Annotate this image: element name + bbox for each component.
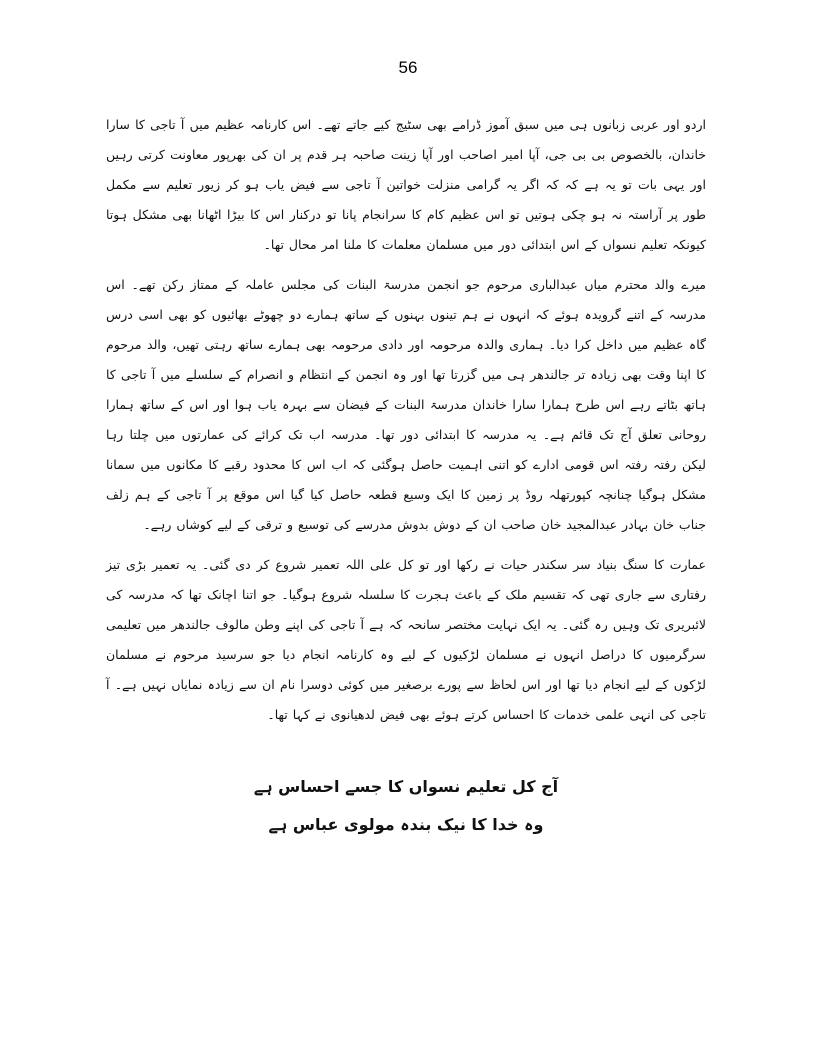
body-text <box>106 110 706 740</box>
poem-line-2: وہ خدا کا نیک بندہ مولوی عباس ہے <box>268 815 544 834</box>
poem-line-1: آج کل تعلیم نسواں کا جسے احساس ہے <box>253 777 559 796</box>
page-number: 56 <box>398 58 418 77</box>
paragraph-3: عمارت کا سنگ بنیاد سر سکندر حیات نے رکھا اور تو کل علی اللہ تعمیر شروع کر دی گئی۔ یہ تعمیر بڑی تیز رفتاری سے جاری تھی کہ تقسیم ملک کے باعث ہجرت کا سلسلہ شروع ہوگیا۔ جو اتنا اچانک تھا کہ مدرسہ کی لائبریری تک وہیں رہ گئی۔ یہ ایک نہایت مختصر سانحہ کہ ہے آ تاجی کی اپنے وطن مالوف جالندھر میں تعلیمی سرگرمیوں کا دراصل انہوں نے مسلمان لڑکیوں کے لیے وہ کارنامہ انجام دیا جو سرسید مرحوم نے مسلمان لڑکوں کے لیے انجام دیا تھا اور اس لحاظ سے پورے برصغیر میں کوئی دوسرا نام ان سے زیادہ نمایاں نہیں ہے۔ آ تاجی کی انہی علمی خدمات کا احساس کرتے ہوئے بھی فیض لدھیانوی نے کہا تھا۔ <box>106 557 706 722</box>
poem-couplet <box>106 768 706 844</box>
paragraph-1: اردو اور عربی زبانوں ہی میں سبق آموز ڈرامے بھی سٹیج کیے جاتے تھے۔ اس کارنامہ عظیم میں آ تاجی کا سارا خاندان، بالخصوص بی بی جی، آپا امیر اصاحب اور آپا زینت صاحبہ ہر قدم پر ان کی بھرپور معاونت کرتی رہیں اور یہی بات تو یہ ہے کہ کہ اگر یہ گرامی منزلت خواتین آ تاجی سے فیض یاب ہو کر زیور تعلیم سے مکمل طور پر آراستہ نہ ہو چکی ہوتیں تو اس عظیم کام کا سرانجام پانا تو درکنار اس کا بیڑا اٹھانا بھی مشکل ہوتا کیونکہ تعلیم نسواں کے اس ابتدائی دور میں مسلمان معلمات کا ملنا امر محال تھا۔ <box>106 117 706 252</box>
paragraph-2: میرے والد محترم میاں عبدالباری مرحوم جو انجمن مدرسۃ البنات کی مجلس عاملہ کے ممتاز رکن تھے۔ اس مدرسہ کے اتنے گرویدہ ہوئے کہ انہوں نے ہم تینوں بہنوں کے ساتھ ہمارے دو چھوٹے بھائیوں کو بھی اسی درس گاہ عظیم میں داخل کرا دیا۔ ہماری والدہ مرحومہ اور دادی مرحومہ بھی ہمارے ساتھ رہتی تھیں، والد مرحوم کا اپنا وقت بھی زیادہ تر جالندھر ہی میں گزرتا تھا اور وہ انجمن کے انتظام و انصرام کے سلسلے میں آ تاجی کا ہاتھ بٹاتے رہے اس طرح ہمارا سارا خاندان مدرسۃ البنات کے فیضان سے بہرہ یاب ہوا اور اس کے ساتھ ہمارا روحانی تعلق آج تک قائم ہے۔ یہ مدرسہ کا ابتدائی دور تھا۔ مدرسہ اب تک کرائے کی عمارتوں میں چلتا رہا لیکن رفتہ رفتہ اس قومی ادارے کو اتنی اہمیت حاصل ہوگئی کہ اب اس کا محدود رقبے کا مکانوں میں سمانا مشکل ہوگیا چنانچہ کپورتھلہ روڈ پر زمین کا ایک وسیع قطعہ حاصل کیا گیا اس موقع پر آ تاجی کے ہم زلف جناب خان بہادر عبدالمجید خان صاحب ان کے دوش بدوش مدرسے کی توسیع و ترقی کے لیے کوشاں رہے۔ <box>106 277 706 532</box>
